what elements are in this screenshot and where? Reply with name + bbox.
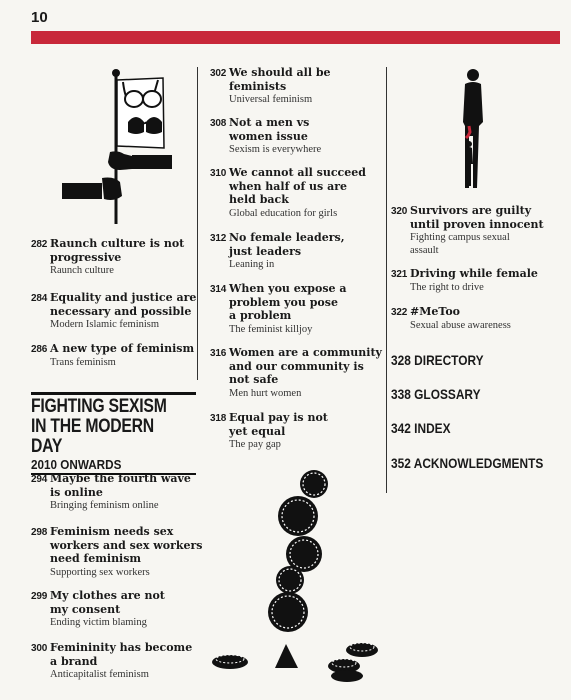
toc-entry[interactable] [210, 66, 331, 106]
entry-title: When you expose a problem you pose a problem [229, 282, 347, 322]
index-page-number: 342 [391, 420, 411, 436]
entry-title: Maybe the fourth wave is online [50, 472, 191, 499]
entry-title: A new type of feminism [50, 342, 195, 355]
toc-entry[interactable] [391, 267, 538, 294]
entry-subtitle: Trans feminism [50, 356, 116, 368]
entry-title: Women are a community and our community is not safe [229, 346, 382, 386]
directory-page-number: 328 [391, 352, 411, 368]
entry-page-number: 294 [31, 474, 48, 485]
toc-entry[interactable] [31, 589, 165, 629]
entry-subtitle: Sexual abuse awareness [410, 319, 511, 331]
entry-page-number: 282 [31, 239, 48, 250]
entry-subtitle: The pay gap [229, 439, 281, 450]
toc-entry[interactable] [31, 342, 194, 369]
entry-title: Equality and justice are necessary and possible [50, 291, 197, 318]
entry-subtitle: Leaning in [229, 259, 275, 270]
entry-page-number: 318 [210, 413, 227, 424]
page-number: 10 [31, 9, 48, 26]
directory-label: DIRECTORY [414, 352, 484, 368]
entry-subtitle: Supporting sex workers [50, 566, 150, 578]
entry-subtitle: Raunch culture [50, 265, 114, 276]
entry-subtitle: Fighting campus sexual assault [410, 232, 510, 256]
entry-page-number: 298 [31, 527, 48, 538]
entry-page-number: 300 [31, 643, 48, 654]
column-divider-left [197, 67, 198, 380]
toc-entry[interactable] [391, 204, 544, 257]
entry-subtitle: Universal feminism [229, 94, 313, 105]
acknowledgments-label: ACKNOWLEDGMENTS [413, 455, 544, 471]
entry-subtitle: The feminist killjoy [229, 323, 313, 335]
entry-subtitle: Sexism is everywhere [229, 144, 322, 155]
entry-page-number: 302 [210, 68, 227, 79]
entry-subtitle: Men hurt women [229, 387, 302, 399]
glossary-link[interactable] [391, 386, 481, 402]
entry-page-number: 320 [391, 206, 408, 217]
entry-title: We should all be feminists [229, 66, 331, 93]
section-subtitle: 2010 ONWARDS [31, 457, 122, 472]
entry-subtitle: Anticapitalist feminism [50, 669, 149, 680]
index-label: INDEX [414, 420, 451, 436]
toc-entry[interactable] [210, 411, 328, 451]
entry-page-number: 286 [31, 344, 48, 355]
glossary-page-number: 338 [391, 386, 411, 402]
toc-entry[interactable] [210, 116, 321, 156]
glossary-label: GLOSSARY [414, 386, 481, 402]
entry-subtitle: Modern Islamic feminism [50, 319, 160, 330]
entry-title: Survivors are guilty until proven innocent [410, 204, 544, 231]
column-divider-right [386, 67, 387, 493]
entry-title: Femininity has become a brand [50, 641, 193, 668]
toc-entry[interactable] [210, 231, 345, 271]
entry-subtitle: The right to drive [410, 281, 484, 293]
toc-entry[interactable] [31, 525, 202, 579]
entry-title: We cannot all succeed when half of us are held back [229, 166, 366, 206]
entry-page-number: 299 [31, 591, 48, 602]
section-heading [31, 392, 196, 475]
entry-page-number: 316 [210, 348, 227, 359]
toc-entry[interactable] [31, 291, 196, 331]
header-red-bar [31, 31, 560, 44]
entry-page-number: 308 [210, 118, 227, 129]
entry-title: Equal pay is not yet equal [229, 411, 328, 438]
toc-entry[interactable] [391, 305, 511, 332]
entry-title: #MeToo [410, 305, 460, 318]
toc-entry[interactable] [210, 282, 346, 336]
entry-title: My clothes are not my consent [50, 589, 165, 616]
entry-page-number: 314 [210, 284, 227, 295]
acknowledgments-page-number: 352 [391, 455, 411, 471]
entry-subtitle: Ending victim blaming [50, 617, 147, 628]
toc-entry[interactable] [31, 237, 184, 277]
entry-page-number: 310 [210, 168, 227, 179]
entry-title: Raunch culture is not progressive [50, 237, 185, 264]
toc-entry[interactable] [210, 166, 366, 220]
toc-entry[interactable] [31, 472, 191, 512]
entry-title: Not a men vs women issue [229, 116, 310, 143]
toc-entry[interactable] [31, 641, 192, 681]
entry-page-number: 312 [210, 233, 227, 244]
section-title: FIGHTING SEXISM IN THE MODERN DAY [31, 396, 167, 457]
entry-title: Driving while female [410, 267, 538, 280]
toc-entry[interactable] [210, 346, 382, 400]
coin-stack-illustration [210, 462, 380, 684]
entry-subtitle: Bringing feminism online [50, 500, 159, 511]
entry-title: Feminism needs sex workers and sex workers need feminism [50, 525, 203, 565]
directory-link[interactable] [391, 352, 484, 368]
man-and-child-silhouette-illustration [455, 66, 495, 192]
entry-subtitle: Global education for girls [229, 207, 338, 219]
index-link[interactable] [391, 420, 451, 436]
flag-bra-hands-illustration [58, 66, 176, 226]
entry-page-number: 321 [391, 269, 408, 280]
entry-page-number: 322 [391, 307, 408, 318]
acknowledgments-link[interactable] [391, 455, 543, 471]
entry-title: No female leaders, just leaders [229, 231, 345, 258]
section-rule [31, 392, 196, 395]
entry-page-number: 284 [31, 293, 48, 304]
